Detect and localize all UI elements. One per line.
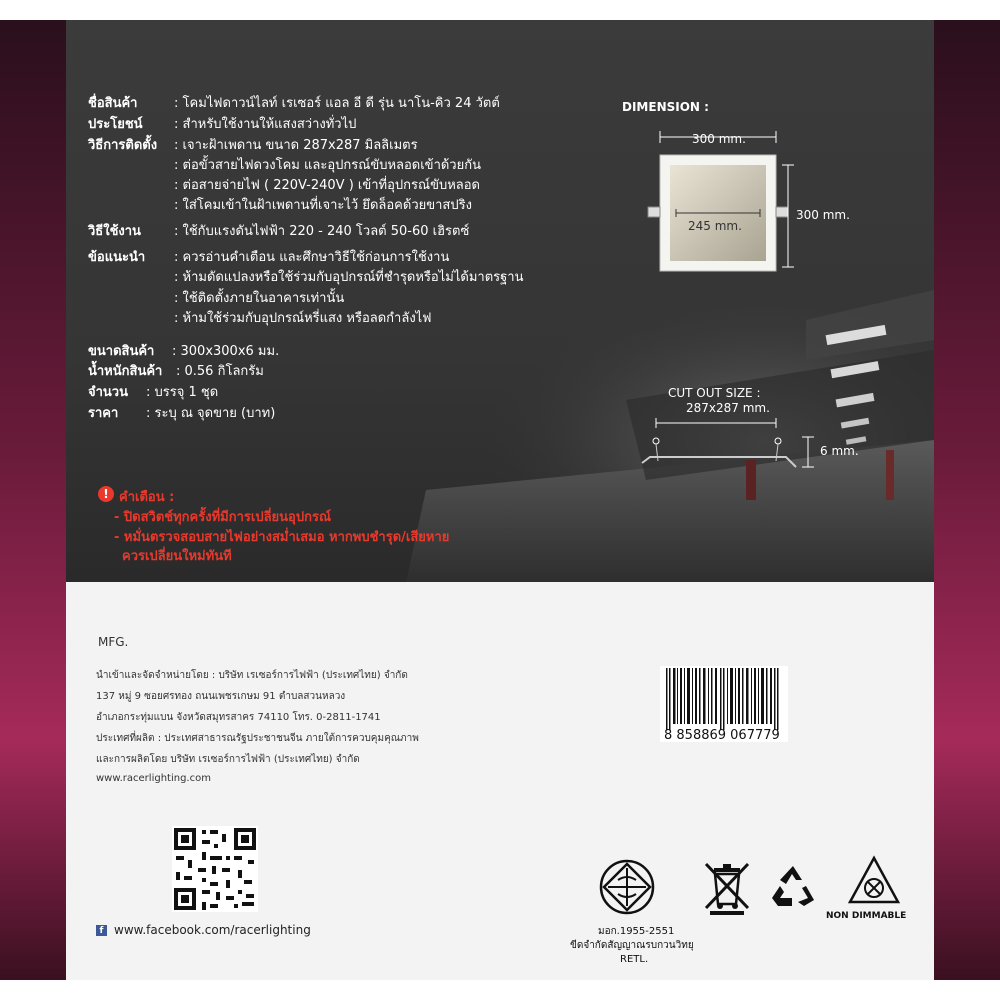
install-line: : ใส่โคมเข้าในฝ้าเพดานที่เจาะไว้ ยึดล็อคด้วยขาสปริง: [174, 198, 472, 213]
usage-label: วิธีใช้งาน: [88, 224, 141, 239]
advice-label: ข้อแนะนำ: [88, 250, 146, 265]
facebook-url: www.facebook.com/racerlighting: [114, 923, 311, 937]
price-value: : ระบุ ณ จุดขาย (บาท): [146, 406, 276, 421]
advice-line: : ควรอ่านคำเตือน และศึกษาวิธีใช้ก่อนการใช้งาน: [174, 250, 450, 265]
inner-size-label: 245 mm.: [688, 219, 742, 233]
outer-width-label: 300 mm.: [692, 132, 746, 146]
mfg-line: ประเทศที่ผลิต : ประเทศสาธารณรัฐประชาชนจีน ภายใต้การควบคุมคุณภาพ: [96, 733, 419, 744]
cutout-value: 287x287 mm.: [686, 401, 770, 415]
box-edge-right: [934, 20, 1000, 980]
spec-panel: [66, 20, 934, 582]
box-edge-left: [0, 20, 66, 980]
warning-line: - หมั่นตรวจสอบสายไฟอย่างสม่ำเสมอ หากพบชำรุด/เสียหาย: [114, 530, 450, 545]
usage-value: : ใช้กับแรงดันไฟฟ้า 220 - 240 โวลต์ 50-60 เฮิรตซ์: [174, 224, 470, 239]
install-line: : เจาะฝ้าเพดาน ขนาด 287x287 มิลลิเมตร: [174, 138, 418, 153]
retl-label: RETL.: [620, 954, 649, 965]
advice-line: : ห้ามใช้ร่วมกับอุปกรณ์หรี่แสง หรือลดกำลังไฟ: [174, 311, 432, 326]
mfg-line: 137 หมู่ 9 ซอยศรทอง ถนนเพชรเกษม 91 ตำบลสวนหลวง: [96, 691, 346, 702]
name-label: ชื่อสินค้า: [88, 96, 138, 111]
weee-bin-icon: [700, 860, 754, 916]
advice-line: : ห้ามดัดแปลงหรือใช้ร่วมกับอุปกรณ์ที่ชำรุดหรือไม่ได้มาตรฐาน: [174, 270, 524, 285]
dimension-title: DIMENSION :: [622, 100, 709, 114]
name-value: : โคมไฟดาวน์ไลท์ เรเซอร์ แอล อี ดี รุ่น นาโน-คิว 24 วัตต์: [174, 96, 500, 111]
weight-value: : 0.56 กิโลกรัม: [176, 364, 264, 379]
recycle-icon: [768, 862, 818, 910]
size-label: ขนาดสินค้า: [88, 344, 155, 359]
depth-label: 6 mm.: [820, 444, 859, 458]
dimension-diagram: [636, 125, 866, 275]
advice-line: : ใช้ติดตั้งภายในอาคารเท่านั้น: [174, 291, 345, 306]
tis-standard-icon: [596, 856, 658, 918]
outer-height-label: 300 mm.: [796, 208, 850, 222]
mfg-line: นำเข้าและจัดจำหน่ายโดย : บริษัท เรเซอร์การไฟฟ้า (ประเทศไทย) จำกัด: [96, 670, 408, 681]
warning-line: ควรเปลี่ยนใหม่ทันที: [122, 549, 232, 564]
warning-icon: !: [98, 486, 114, 502]
tis-number: มอก.1955-2551: [598, 926, 675, 937]
benefit-value: : สำหรับใช้งานให้แสงสว่างทั่วไป: [174, 117, 357, 132]
mfg-line: และการผลิตโดย บริษัท เรเซอร์การไฟฟ้า (ประเทศไทย) จำกัด: [96, 754, 360, 765]
package-back: [66, 20, 934, 980]
qr-code: [172, 826, 258, 912]
warning-title: คำเตือน :: [119, 490, 175, 505]
cutout-title: CUT OUT SIZE :: [668, 386, 761, 400]
website: www.racerlighting.com: [96, 773, 211, 784]
mfg-line: อำเภอกระทุ่มแบน จังหวัดสมุทรสาคร 74110 โทร. 0-2811-1741: [96, 712, 381, 723]
install-line: : ต่อสายจ่ายไฟ ( 220V-240V ) เข้าที่อุปกรณ์ขับหลอด: [174, 178, 481, 193]
warning-line: - ปิดสวิตช์ทุกครั้งที่มีการเปลี่ยนอุปกรณ์: [114, 510, 332, 525]
non-dimmable-icon: [846, 854, 902, 910]
weight-label: น้ำหนักสินค้า: [88, 364, 163, 379]
price-label: ราคา: [88, 406, 119, 421]
tis-description: ขีดจำกัดสัญญาณรบกวนวิทยุ: [570, 940, 694, 951]
install-line: : ต่อขั้วสายไฟดวงโคม และอุปกรณ์ขับหลอดเข้าด้วยกัน: [174, 158, 481, 173]
qty-label: จำนวน: [88, 385, 128, 400]
facebook-icon: f: [96, 925, 107, 936]
barcode-digits: 8 858869 067779: [664, 728, 780, 743]
non-dimmable-label: NON DIMMABLE: [826, 911, 907, 921]
benefit-label: ประโยชน์: [88, 117, 143, 132]
install-label: วิธีการติดตั้ง: [88, 138, 158, 153]
qty-value: : บรรจุ 1 ชุด: [146, 385, 219, 400]
size-value: : 300x300x6 มม.: [172, 344, 280, 359]
mfg-heading: MFG.: [98, 635, 129, 649]
